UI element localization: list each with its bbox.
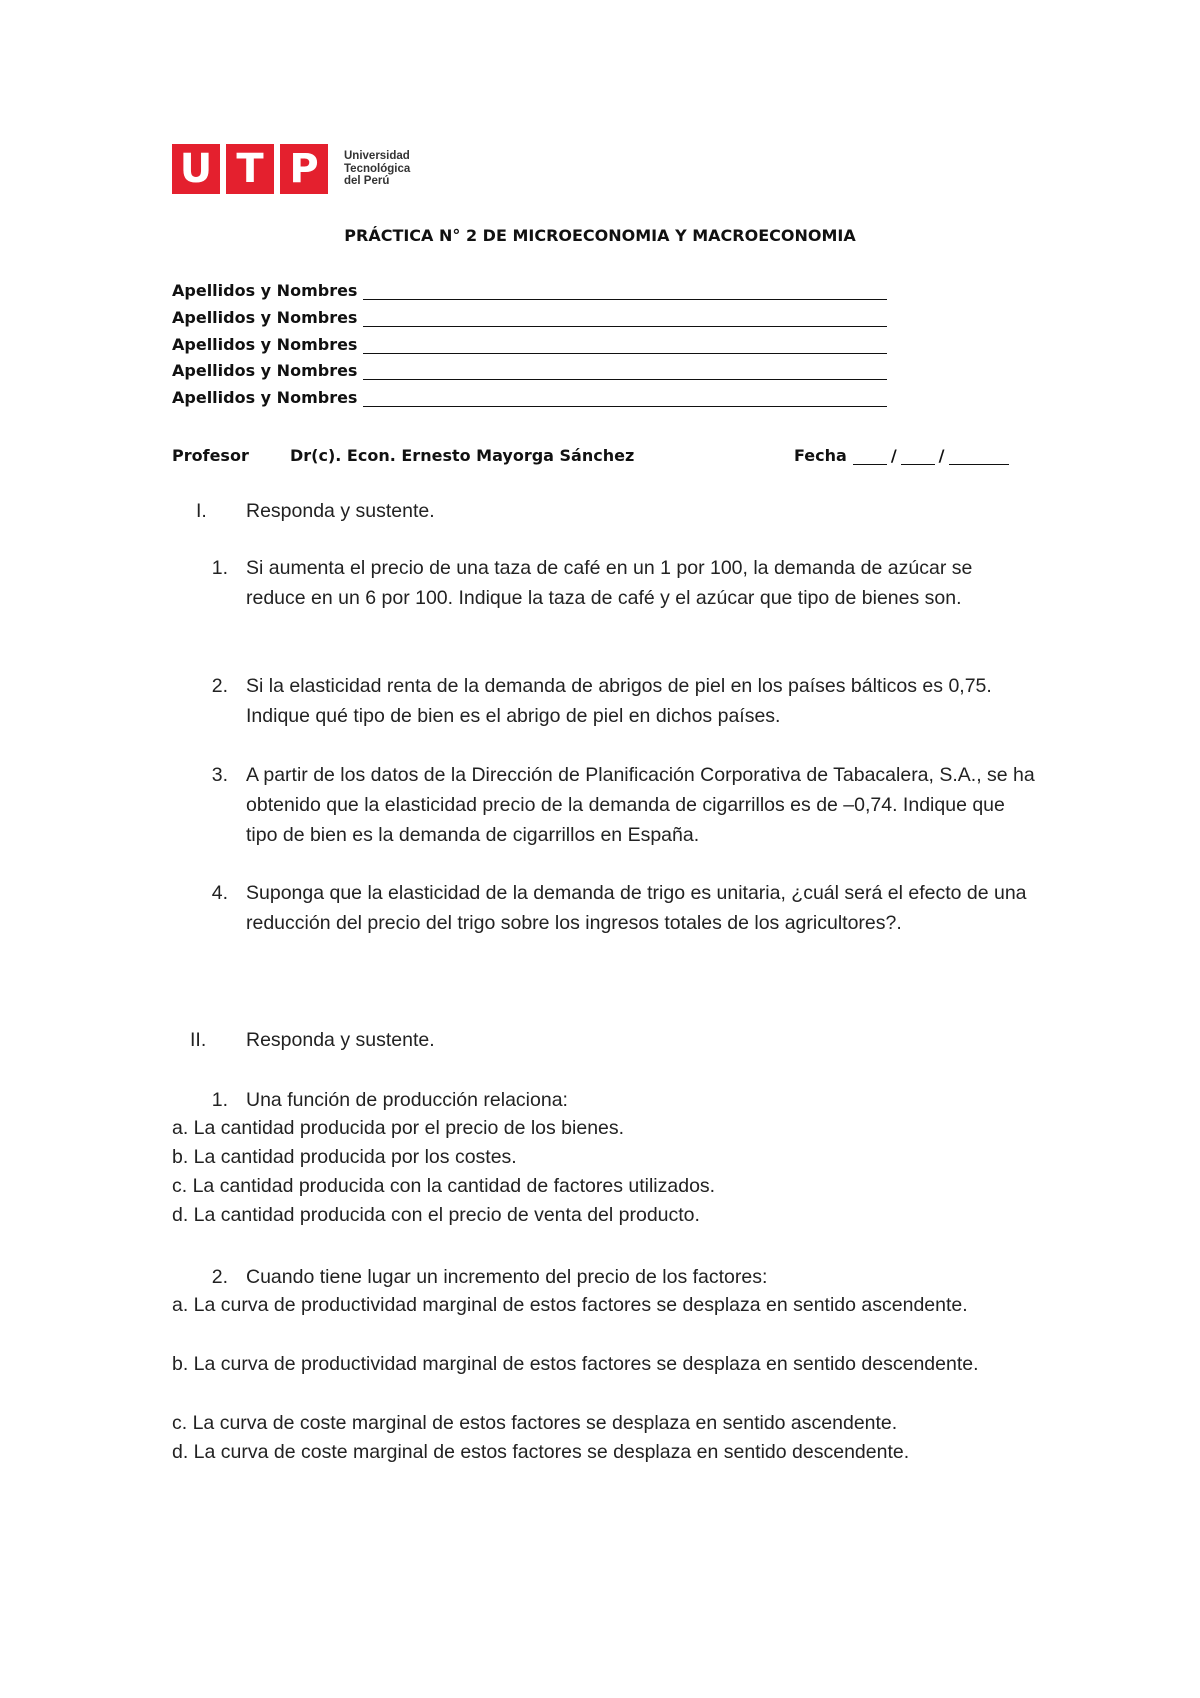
question-number: 4.	[211, 882, 228, 904]
question-3-text: A partir de los datos de la Dirección de Planificación Corporativa de Tabacalera, S.A., se ha obtenido que la elasticidad precio de la demanda de cigarrillos es de –0,74. Indique que tipo de bien es la demanda de cigarrillos en España.	[246, 764, 1035, 846]
section-1-heading: Responda y sustente.	[246, 500, 435, 522]
fecha-field[interactable]	[794, 446, 1009, 465]
option-a: a. La cantidad producida por el precio de los bienes.	[172, 1117, 625, 1139]
utp-logo	[172, 144, 410, 194]
logo-line-2: Tecnológica	[344, 162, 411, 175]
name-field-3[interactable]	[172, 335, 887, 354]
name-blank-line[interactable]	[363, 390, 887, 407]
fecha-separator: /	[890, 446, 897, 465]
name-field-1[interactable]	[172, 281, 887, 300]
name-field-label: Apellidos y Nombres	[172, 388, 358, 407]
option-b: b. La curva de productividad marginal de estos factores se desplaza en sentido descendente.	[172, 1353, 979, 1375]
name-field-label: Apellidos y Nombres	[172, 308, 358, 327]
section-1-numeral: I.	[196, 500, 207, 522]
question-4-text: Suponga que la elasticidad de la demanda de trigo es unitaria, ¿cuál será el efecto de una reducción del precio del trigo sobre los ingresos totales de los agricultores?.	[246, 882, 1027, 934]
profesor-row	[172, 446, 1038, 468]
name-blank-line[interactable]	[363, 363, 887, 380]
option-b: b. La cantidad producida por los costes.	[172, 1146, 517, 1168]
option-c: c. La curva de coste marginal de estos factores se desplaza en sentido ascendente.	[172, 1412, 898, 1434]
question-number: 1.	[211, 557, 228, 579]
name-field-2[interactable]	[172, 308, 887, 327]
section-2-heading: Responda y sustente.	[246, 1029, 435, 1051]
question-2-text: Si la elasticidad renta de la demanda de abrigos de piel en los países bálticos es 0,75. Indique qué tipo de bien es el abrigo de piel en dichos países.	[246, 675, 992, 727]
question-number: 3.	[211, 764, 228, 786]
name-field-label: Apellidos y Nombres	[172, 361, 358, 380]
logo-university-name	[344, 150, 410, 188]
name-blank-line[interactable]	[363, 337, 887, 354]
section-2-question-2-text: Cuando tiene lugar un incremento del precio de los factores:	[246, 1266, 768, 1288]
section-2-numeral: II.	[190, 1029, 207, 1051]
logo-letter-p: P	[280, 144, 328, 194]
logo-letter-t: T	[226, 144, 274, 194]
fecha-day-blank[interactable]	[853, 448, 887, 465]
name-blank-line[interactable]	[363, 283, 887, 300]
profesor-label: Profesor	[172, 446, 249, 465]
option-d: d. La cantidad producida con el precio de venta del producto.	[172, 1204, 700, 1226]
question-number: 2.	[211, 675, 228, 697]
question-1-text: Si aumenta el precio de una taza de café en un 1 por 100, la demanda de azúcar se reduce en un 6 por 100. Indique la taza de café y el azúcar que tipo de bienes son.	[246, 557, 973, 609]
name-field-label: Apellidos y Nombres	[172, 335, 358, 354]
fecha-month-blank[interactable]	[901, 448, 935, 465]
logo-line-3: del Perú	[344, 175, 390, 188]
logo-line-1: Universidad	[344, 150, 410, 163]
fecha-year-blank[interactable]	[949, 448, 1009, 465]
name-field-label: Apellidos y Nombres	[172, 281, 358, 300]
fecha-separator: /	[938, 446, 945, 465]
document-title: PRÁCTICA N° 2 DE MICROECONOMIA Y MACROECONOMIA	[344, 226, 856, 245]
question-number: 2.	[211, 1266, 228, 1288]
option-d: d. La curva de coste marginal de estos factores se desplaza en sentido descendente.	[172, 1441, 910, 1463]
name-field-4[interactable]	[172, 361, 887, 380]
fecha-label: Fecha	[794, 446, 847, 465]
option-a: a. La curva de productividad marginal de estos factores se desplaza en sentido ascendente.	[172, 1294, 968, 1316]
name-blank-line[interactable]	[363, 310, 887, 327]
question-number: 1.	[211, 1089, 228, 1111]
name-field-5[interactable]	[172, 388, 887, 407]
section-2-question-1-text: Una función de producción relaciona:	[246, 1089, 568, 1111]
logo-letter-u: U	[172, 144, 220, 194]
profesor-name: Dr(c). Econ. Ernesto Mayorga Sánchez	[290, 446, 635, 465]
option-c: c. La cantidad producida con la cantidad de factores utilizados.	[172, 1175, 716, 1197]
